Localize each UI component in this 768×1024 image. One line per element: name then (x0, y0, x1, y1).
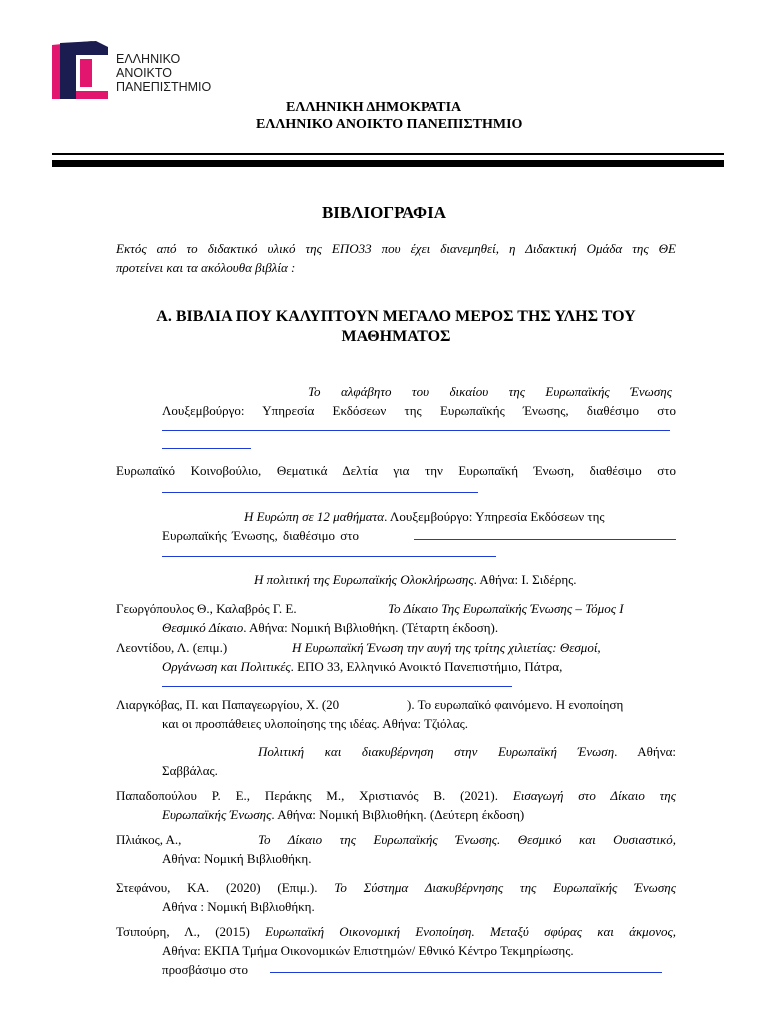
header-rule-thin (52, 153, 724, 155)
section-heading-line-2: ΜΑΘΗΜΑΤΟΣ (341, 328, 451, 345)
ref8-line2: Σαββάλας. (162, 763, 218, 778)
page-title: ΒΙΒΛΙΟΓΡΑΦΙΑ (321, 203, 447, 222)
ref6-line2: Οργάνωση και Πολιτικές. ΕΠΟ 33, Ελληνικό Ανοικτό Πανεπιστήμιο, Πάτρα, (162, 659, 563, 674)
ref11-line2: Αθήνα : Νομική Βιβλιοθήκη. (162, 899, 315, 914)
section-heading (116, 307, 676, 347)
ref3-link-cont[interactable] (162, 556, 496, 557)
ref11-line1: Στεφάνου, ΚΑ. (2020) (Επιμ.). Το Σύστημα Διακυβέρνησης της Ευρωπαϊκής Ένωσης (116, 880, 676, 895)
ref2-line1: Ευρωπαϊκό Κοινοβούλιο, Θεματικά Δελτία για την Ευρωπαϊκή Ένωση, διαθέσιμο στο (116, 463, 676, 478)
ref12-link[interactable] (270, 972, 662, 973)
header-rule-thick (52, 160, 724, 167)
logo-line-3: ΠΑΝΕΠΙΣΤΗΜΙΟ (116, 80, 212, 94)
ref6-authors: Λεοντίδου, Λ. (επιμ.) (116, 640, 228, 655)
ref3-link[interactable] (414, 539, 676, 540)
ref5-title1: Το Δίκαιο Της Ευρωπαϊκής Ένωσης – Τόμος Ι (388, 601, 624, 616)
header-university: ΕΛΛΗΝΙΚΟ ΑΝΟΙΚΤΟ ΠΑΝΕΠΙΣΤΗΜΙΟ (256, 117, 523, 132)
ref3-line2: Ευρωπαϊκής Ένωσης, διαθέσιμο στο (162, 528, 360, 543)
intro-line-2: προτείνει και τα ακόλουθα βιβλία : (116, 260, 296, 275)
section-heading-line-1: Α. ΒΙΒΛΙΑ ΠΟΥ ΚΑΛΥΠΤΟΥΝ ΜΕΓΑΛΟ ΜΕΡΟΣ ΤΗΣ ΥΛΗΣ ΤΟΥ (156, 308, 636, 325)
ref10-line2: Αθήνα: Νομική Βιβλιοθήκη. (162, 851, 312, 866)
ref1-link-cont[interactable] (162, 448, 251, 449)
ref12-line1: Τσιπούρη, Λ., (2015) Ευρωπαϊκή Οικονομική Ενοποίηση. Μεταξύ σφύρας και άκμονος, (116, 924, 677, 939)
ref1-link[interactable] (162, 430, 670, 431)
intro-paragraph (116, 239, 676, 277)
ref6-link[interactable] (162, 686, 512, 687)
ref10-authors: Πλιάκος, Α., (116, 832, 182, 847)
ref1-title: Το αλφάβητο του δικαίου της Ευρωπαϊκής Ένωσης (308, 384, 672, 399)
ref7-line2: και οι προσπάθειες υλοποίησης της ιδέας. Αθήνα: Τζιόλας. (162, 716, 469, 731)
ref7-authors: Λιαργκόβας, Π. και Παπαγεωργίου, Χ. (20 (116, 697, 340, 712)
logo-line-2: ΑΝΟΙΚΤΟ (116, 66, 173, 80)
ref4-line1: Η πολιτική της Ευρωπαϊκής Ολοκλήρωσης. Αθήνα: Ι. Σιδέρης. (254, 572, 577, 587)
ref10-title1: Το Δίκαιο της Ευρωπαϊκής Ένωσης. Θεσμικό και Ουσιαστικό, (258, 832, 676, 847)
ref5-authors: Γεωργόπουλος Θ., Καλαβρός Γ. Ε. (116, 601, 297, 616)
ref2-link[interactable] (162, 492, 478, 493)
ref5-line2: Θεσμικό Δίκαιο. Αθήνα: Νομική Βιβλιοθήκη. (Τέταρτη έκδοση). (162, 620, 499, 635)
intro-line-1: Εκτός από το διδακτικό υλικό της ΕΠΟ33 που έχει διανεμηθεί, η Διδακτική Ομάδα της ΘΕ (116, 241, 676, 256)
ref9-line2: Ευρωπαϊκής Ένωσης. Αθήνα: Νομική Βιβλιοθήκη. (Δεύτερη έκδοση) (162, 807, 525, 822)
logo-wordmark (116, 52, 211, 94)
logo-line-1: ΕΛΛΗΝΙΚΟ (116, 52, 181, 66)
ref1-line2: Λουξεμβούργο: Υπηρεσία Εκδόσεων της Ευρωπαϊκής Ένωσης, διαθέσιμο στο (162, 403, 676, 418)
ref6-title1: Η Ευρωπαϊκή Ένωση την αυγή της τρίτης χιλιετίας: Θεσμοί, (292, 640, 601, 655)
ref3-line1: Η Ευρώπη σε 12 μαθήματα. Λουξεμβούργο: Υπηρεσία Εκδόσεων της (244, 509, 605, 524)
ref7-rest: ). Το ευρωπαϊκό φαινόμενο. Η ενοποίηση (407, 697, 624, 712)
ref12-line2: Αθήνα: ΕΚΠΑ Τμήμα Οικονομικών Επιστημών/ Εθνικό Κέντρο Τεκμηρίωσης. (162, 943, 574, 958)
ref9-line1: Παπαδοπούλου Ρ. Ε., Περάκης Μ., Χριστιανός Β. (2021). Εισαγωγή στο Δίκαιο της (116, 788, 676, 803)
ref12-line3: προσβάσιμο στο (162, 962, 248, 977)
ref8-line1: Πολιτική και διακυβέρνηση στην Ευρωπαϊκή Ένωση. Αθήνα: (258, 744, 677, 759)
header-republic: ΕΛΛΗΝΙΚΗ ΔΗΜΟΚΡΑΤΙΑ (286, 100, 462, 115)
